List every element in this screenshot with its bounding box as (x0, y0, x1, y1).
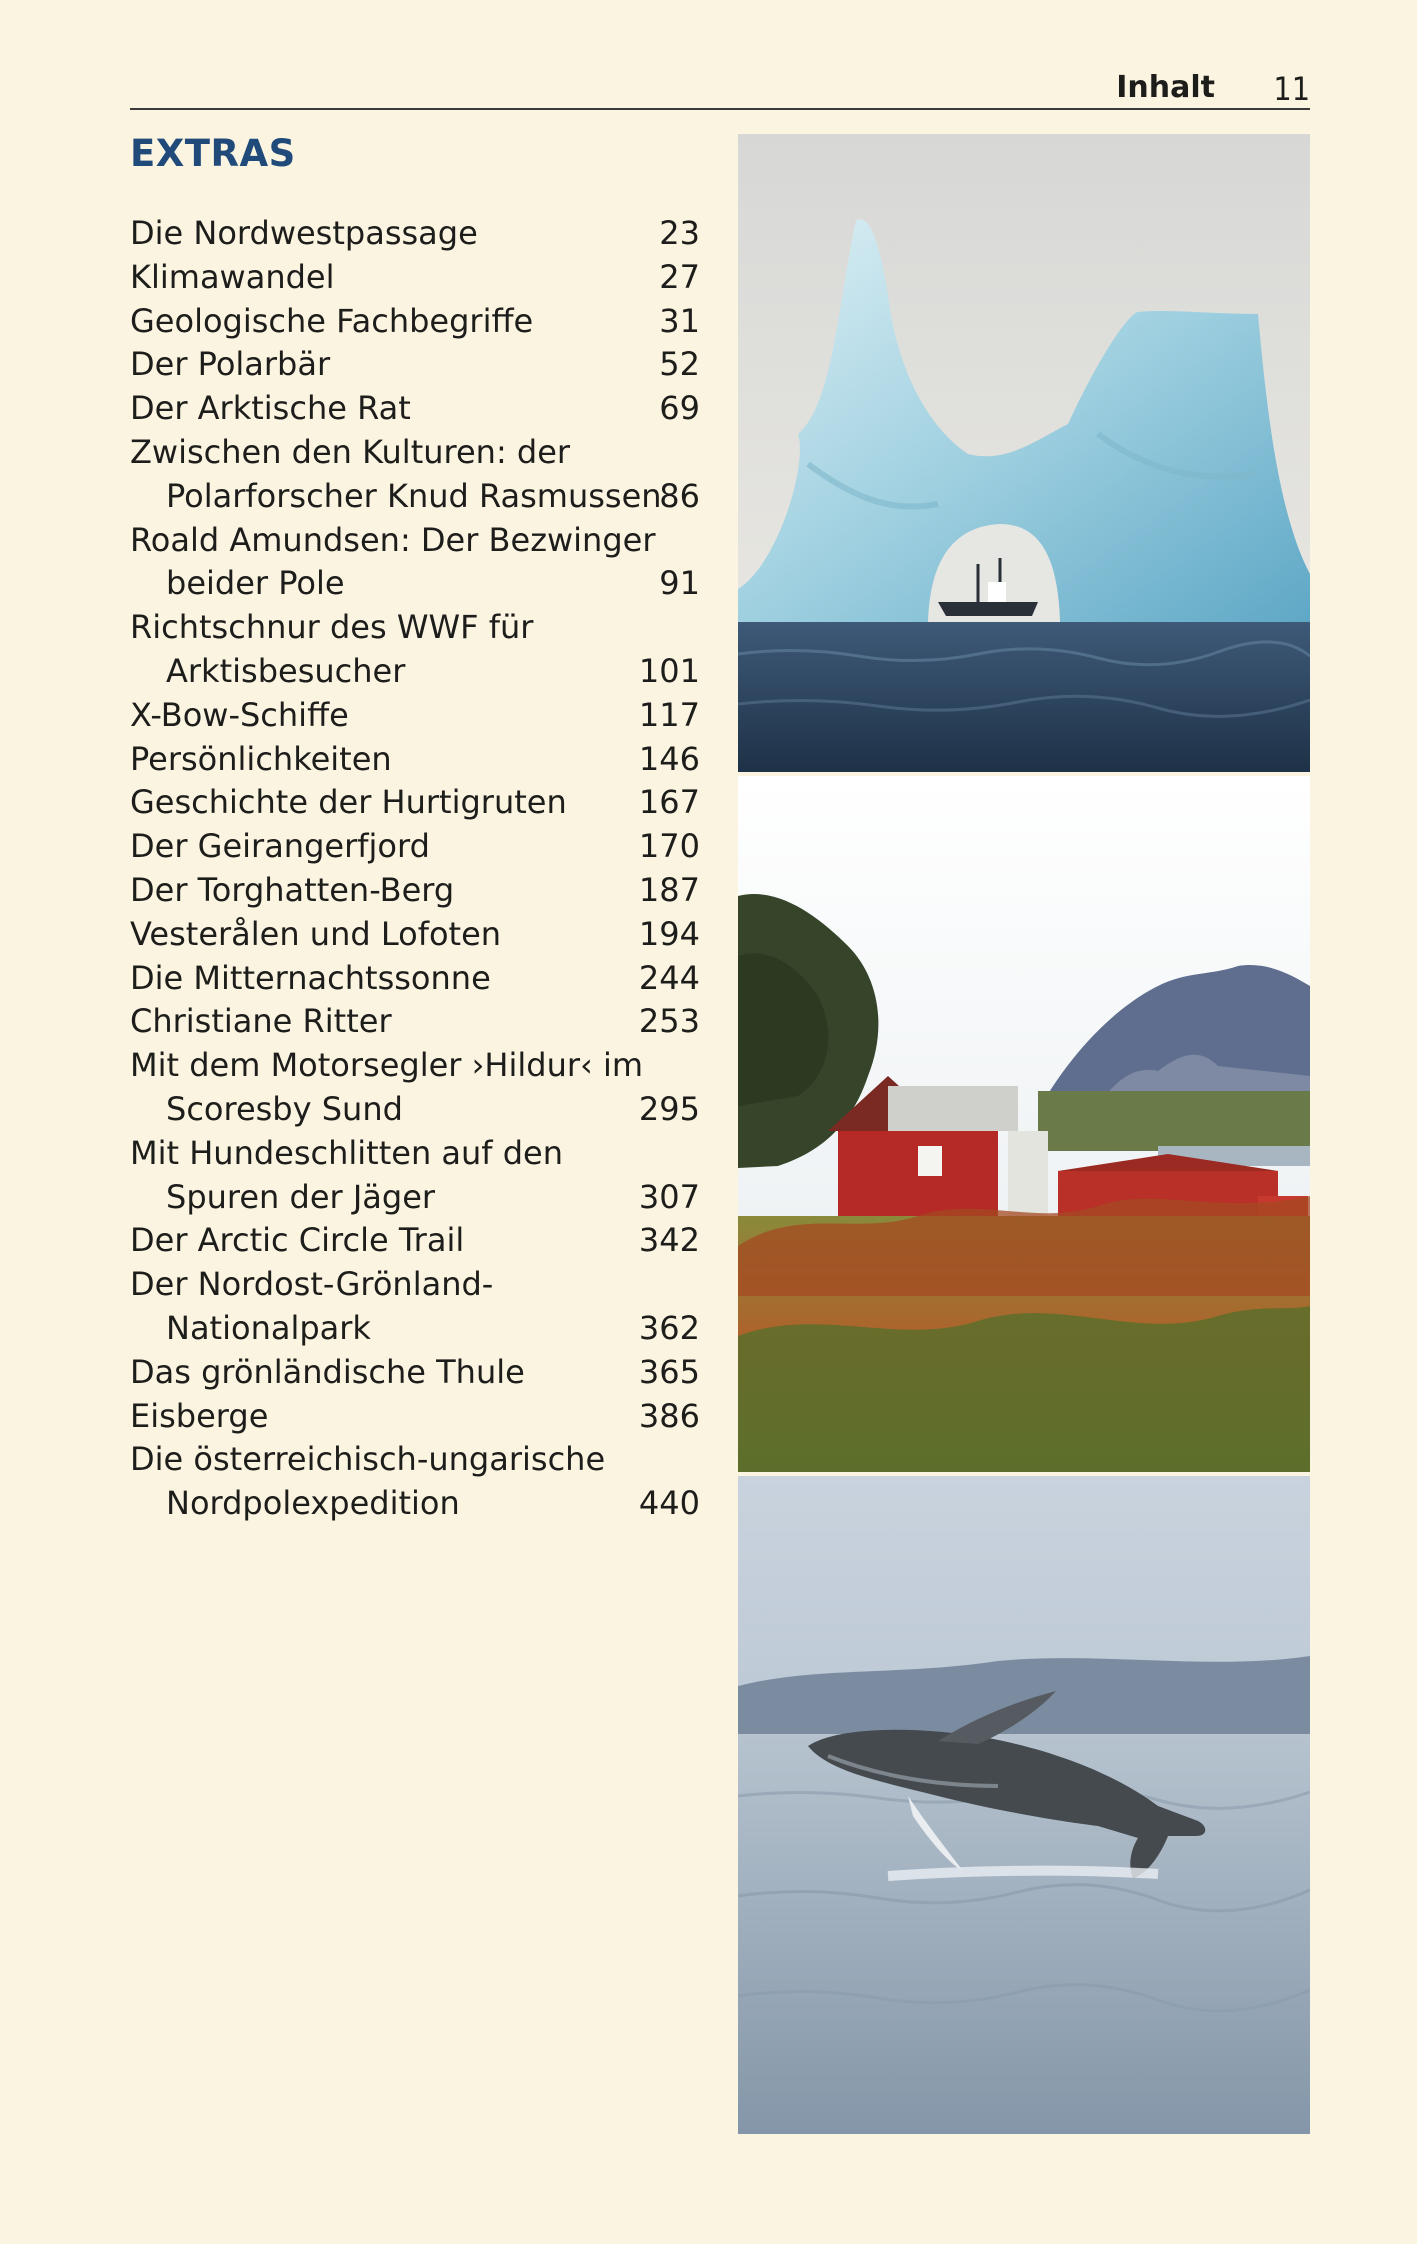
toc-entry-page: 194 (638, 914, 700, 953)
photo-column (738, 134, 1310, 2134)
toc-entry-title: Eisberge (130, 1396, 269, 1435)
toc-entry (130, 1438, 700, 1526)
toc-entry-title: Die österreichisch-ungarische (130, 1440, 606, 1479)
toc-entry-title: Der Torghatten-Berg (130, 870, 455, 909)
toc-entry (130, 606, 700, 694)
toc-entry-title: Nordpolexpedition (166, 1484, 460, 1523)
toc-entry-page: 187 (638, 870, 700, 909)
toc-entry-page: 253 (638, 1002, 700, 1041)
toc-entry-title: Persönlichkeiten (130, 739, 392, 778)
toc-entry-title: Spuren der Jäger (166, 1177, 436, 1216)
toc-entry (130, 387, 700, 431)
extras-heading: EXTRAS (130, 132, 296, 175)
toc-entry-title: Der Arktische Rat (130, 389, 411, 428)
toc-entry (130, 519, 700, 607)
toc-entry-page: 86 (659, 476, 700, 515)
toc-entry (130, 343, 700, 387)
toc-entry (130, 212, 700, 256)
toc-entry-title: Der Geirangerfjord (130, 827, 430, 866)
whale-photo (738, 1476, 1310, 2134)
toc-entry-page: 362 (638, 1308, 700, 1347)
toc-entry-page: 440 (638, 1484, 700, 1523)
toc-entry-page: 101 (638, 651, 700, 690)
toc-entry (130, 738, 700, 782)
toc-entry-title: Zwischen den Kulturen: der (130, 432, 571, 471)
toc-entry (130, 1263, 700, 1351)
toc-entry-title: Mit dem Motorsegler ›Hildur‹ im (130, 1046, 644, 1085)
toc-entry-page: 69 (659, 389, 700, 428)
toc-entry-title: Die Nordwestpassage (130, 214, 478, 252)
toc-entry-page: 167 (638, 783, 700, 822)
toc-entry-title: Geologische Fachbegriffe (130, 301, 534, 340)
toc-entry (130, 1219, 700, 1263)
toc-entry-title: Christiane Ritter (130, 1002, 392, 1041)
toc-entry-title: Das grönländische Thule (130, 1352, 525, 1391)
toc-entry-page: 91 (659, 564, 700, 603)
toc-entry-title: Arktisbesucher (166, 651, 406, 690)
toc-entry-page: 23 (659, 214, 700, 252)
toc-entry-title: Roald Amundsen: Der Bezwinger (130, 520, 656, 559)
toc-entry (130, 957, 700, 1001)
toc-entry-title: Der Polarbär (130, 345, 331, 384)
toc-entry (130, 1351, 700, 1395)
toc-entry (130, 1132, 700, 1220)
toc-entry (130, 781, 700, 825)
toc-entry-title: Der Arctic Circle Trail (130, 1221, 465, 1260)
toc-entry-title: X-Bow-Schiffe (130, 695, 349, 734)
toc-entry (130, 869, 700, 913)
toc-entry (130, 694, 700, 738)
toc-entry (130, 1044, 700, 1132)
toc-entry-page: 27 (659, 257, 700, 296)
toc-entry-page: 244 (638, 958, 700, 997)
toc-entry-page: 295 (638, 1089, 700, 1128)
toc-entry (130, 1000, 700, 1044)
toc-entry-page: 52 (659, 345, 700, 384)
red-houses-photo (738, 776, 1310, 1472)
toc-entry (130, 431, 700, 519)
toc-entry-page: 307 (638, 1177, 700, 1216)
toc-entry-title: Die Mitternachtssonne (130, 958, 491, 997)
toc-entry (130, 1395, 700, 1439)
toc-entry-page: 386 (638, 1396, 700, 1435)
toc-entry-page: 170 (638, 827, 700, 866)
toc-entry-title: Nationalpark (166, 1308, 371, 1347)
toc-entry-page: 342 (638, 1221, 700, 1260)
toc-entry-page: 146 (638, 739, 700, 778)
toc-entry (130, 300, 700, 344)
toc-entry-title: Vesterålen und Lofoten (130, 914, 502, 953)
toc-entry-page: 365 (638, 1352, 700, 1391)
extras-list (130, 212, 700, 1526)
toc-entry-title: Mit Hundeschlitten auf den (130, 1133, 564, 1172)
iceberg-photo (738, 134, 1310, 772)
toc-entry-title: Geschichte der Hurtigruten (130, 783, 567, 822)
running-head (130, 62, 1310, 110)
toc-entry-title: Klimawandel (130, 257, 335, 296)
page-number: 11 (1273, 70, 1310, 108)
toc-entry-title: Richtschnur des WWF für (130, 608, 534, 647)
toc-entry-title: beider Pole (166, 564, 345, 603)
toc-entry-page: 31 (659, 301, 700, 340)
toc-entry-page: 117 (638, 695, 700, 734)
toc-entry-title: Der Nordost-Grönland- (130, 1265, 494, 1304)
toc-entry (130, 913, 700, 957)
toc-entry-title: Polarforscher Knud Rasmussen (166, 476, 662, 515)
toc-entry-title: Scoresby Sund (166, 1089, 403, 1128)
section-label: Inhalt (1116, 70, 1215, 105)
toc-entry (130, 256, 700, 300)
toc-entry (130, 825, 700, 869)
